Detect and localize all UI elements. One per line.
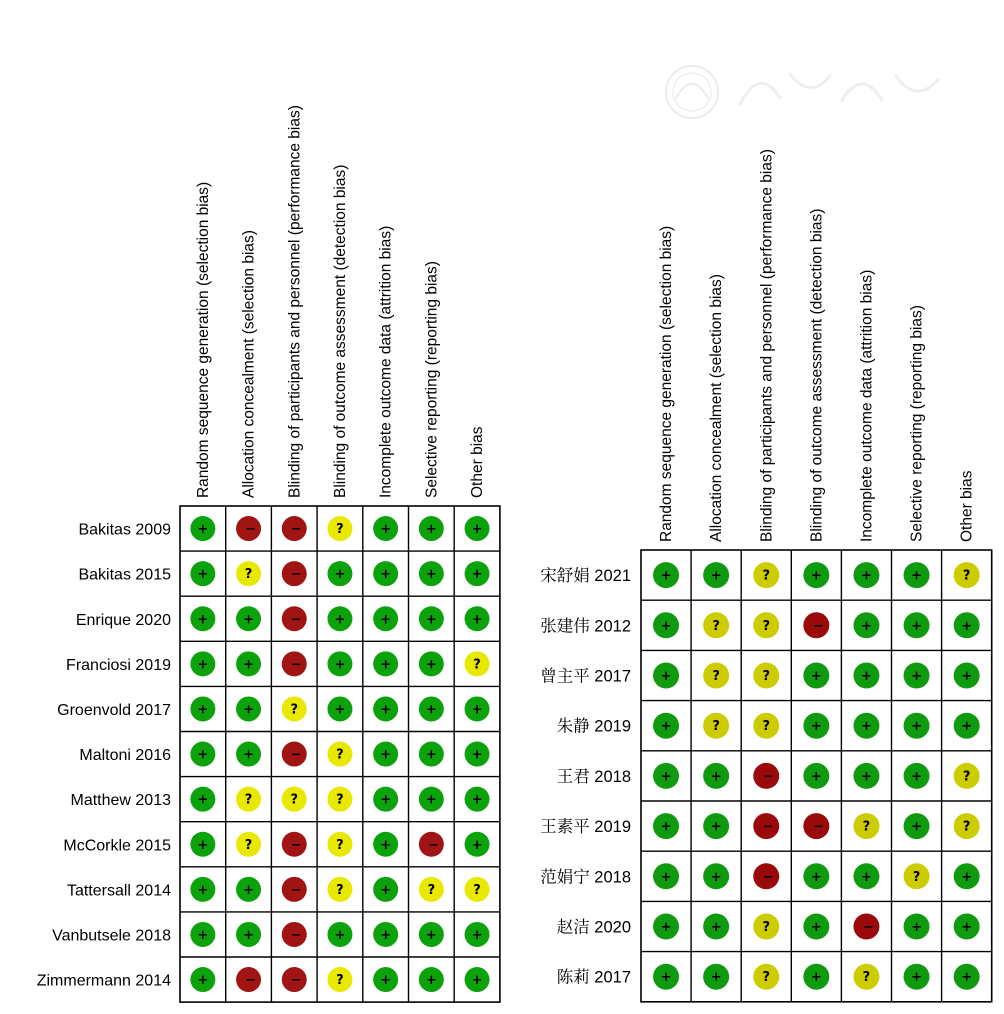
- rating-symbol-unclear: ?: [336, 747, 344, 763]
- rating-symbol-low: +: [911, 819, 923, 835]
- study-label: 赵洁 2020: [556, 918, 631, 937]
- rating-symbol-low: +: [710, 819, 722, 835]
- rating-symbol-low: +: [710, 869, 722, 885]
- column-header-incomplete-outcome-data: Incomplete outcome data (attrition bias): [858, 269, 876, 542]
- rating-symbol-low: +: [334, 702, 346, 718]
- rating-symbol-low: +: [660, 618, 672, 634]
- study-label: Franciosi 2019: [66, 656, 171, 674]
- rating-symbol-low: +: [810, 769, 822, 785]
- rating-symbol-unclear: ?: [762, 669, 771, 684]
- study-label: Vanbutsele 2018: [52, 927, 171, 945]
- rating-symbol-high: −: [812, 618, 824, 634]
- study-label: 王素平 2019: [540, 818, 631, 837]
- rating-symbol-unclear: ?: [336, 792, 344, 808]
- rating-symbol-low: +: [425, 792, 437, 808]
- rating-symbol-low: +: [471, 792, 483, 808]
- rating-symbol-low: +: [380, 702, 392, 718]
- rating-symbol-low: +: [197, 837, 209, 853]
- rating-symbol-high: −: [290, 973, 302, 989]
- study-label: Enrique 2020: [75, 611, 171, 629]
- column-header-selective-reporting: Selective reporting (reporting bias): [908, 305, 926, 542]
- rating-symbol-high: −: [762, 819, 774, 835]
- rating-symbol-low: +: [197, 792, 209, 808]
- risk-of-bias-summary-right: [540, 149, 991, 1002]
- column-header-other-bias: Other bias: [958, 470, 976, 542]
- column-header-blinding-of-outcome-assessment: Blinding of outcome assessment (detection bias): [808, 208, 826, 542]
- rating-symbol-high: −: [290, 567, 302, 583]
- study-label: Maltoni 2016: [79, 747, 171, 765]
- column-header-random-sequence-generation: Random sequence generation (selection bias): [194, 181, 212, 498]
- risk-of-bias-summary-left: [37, 105, 500, 1002]
- rating-symbol-unclear: ?: [336, 837, 344, 853]
- rating-symbol-low: +: [710, 970, 722, 986]
- study-label: McCorkle 2015: [63, 837, 171, 855]
- rating-symbol-low: +: [425, 927, 437, 943]
- rating-symbol-low: +: [471, 612, 483, 628]
- study-label: 朱静 2019: [556, 717, 631, 736]
- rating-symbol-low: +: [860, 719, 872, 735]
- rating-symbol-unclear: ?: [762, 568, 771, 584]
- study-label: Groenvold 2017: [57, 701, 171, 719]
- rating-symbol-low: +: [961, 869, 973, 885]
- study-label: 范娟宁 2018: [540, 868, 631, 887]
- rating-symbol-low: +: [197, 882, 209, 898]
- study-label: Zimmermann 2014: [36, 972, 171, 990]
- rating-symbol-low: +: [425, 567, 437, 583]
- rating-symbol-low: +: [810, 719, 822, 735]
- rating-symbol-unclear: ?: [912, 869, 921, 885]
- rating-symbol-unclear: ?: [962, 568, 971, 584]
- rating-symbol-low: +: [471, 973, 483, 989]
- rating-symbol-low: +: [810, 970, 822, 986]
- rating-symbol-unclear: ?: [762, 920, 771, 935]
- rating-symbol-low: +: [471, 522, 483, 538]
- rating-symbol-low: +: [197, 927, 209, 943]
- rating-symbol-low: +: [197, 612, 209, 628]
- rating-symbol-low: +: [334, 927, 346, 943]
- rating-symbol-low: +: [810, 869, 822, 885]
- rating-symbol-low: +: [425, 973, 437, 989]
- rating-symbol-unclear: ?: [962, 819, 971, 835]
- rating-symbol-high: −: [245, 973, 257, 989]
- rating-symbol-low: +: [911, 920, 923, 935]
- rating-symbol-low: +: [911, 769, 923, 785]
- rating-symbol-low: +: [660, 920, 672, 935]
- rating-symbol-low: +: [471, 747, 483, 763]
- rating-symbol-unclear: ?: [762, 970, 771, 986]
- rating-symbol-low: +: [243, 657, 255, 673]
- study-label: 陈莉 2017: [556, 968, 631, 987]
- rating-symbol-unclear: ?: [762, 719, 771, 735]
- rating-symbol-low: +: [197, 567, 209, 583]
- rating-symbol-low: +: [380, 792, 392, 808]
- rating-symbol-low: +: [961, 920, 973, 935]
- rating-symbol-unclear: ?: [473, 657, 481, 673]
- rating-symbol-low: +: [660, 869, 672, 885]
- rating-symbol-unclear: ?: [336, 882, 344, 898]
- rating-symbol-low: +: [860, 769, 872, 785]
- rating-symbol-low: +: [660, 719, 672, 735]
- rating-symbol-high: −: [762, 869, 774, 885]
- rating-symbol-low: +: [197, 522, 209, 538]
- rating-symbol-low: +: [660, 769, 672, 785]
- rating-symbol-low: +: [243, 882, 255, 898]
- study-label: 曾主平 2017: [540, 667, 631, 686]
- watermark-seal: [666, 66, 938, 118]
- rating-symbol-low: +: [911, 568, 923, 584]
- rating-symbol-unclear: ?: [336, 973, 344, 989]
- column-header-blinding-of-participants-and-personnel: Blinding of participants and personnel (performance bias): [286, 105, 304, 498]
- rating-symbol-low: +: [911, 618, 923, 634]
- rating-symbol-low: +: [380, 747, 392, 763]
- study-label: Bakitas 2015: [78, 566, 171, 584]
- rating-symbol-unclear: ?: [962, 769, 971, 785]
- rating-symbol-low: +: [810, 920, 822, 935]
- rating-symbol-low: +: [710, 920, 722, 935]
- column-header-blinding-of-outcome-assessment: Blinding of outcome assessment (detection bias): [331, 164, 349, 498]
- rating-symbol-high: −: [290, 522, 302, 538]
- rating-symbol-low: +: [197, 747, 209, 763]
- rating-symbol-low: +: [243, 612, 255, 628]
- study-label: Tattersall 2014: [66, 882, 171, 900]
- rating-symbol-low: +: [860, 618, 872, 634]
- rating-symbol-unclear: ?: [427, 882, 436, 898]
- rating-symbol-low: +: [197, 702, 209, 718]
- rating-symbol-high: −: [427, 837, 439, 853]
- rating-symbol-high: −: [290, 837, 302, 853]
- rating-symbol-low: +: [380, 567, 392, 583]
- rating-symbol-low: +: [660, 568, 672, 584]
- rating-symbol-low: +: [334, 567, 346, 583]
- rating-symbol-high: −: [290, 927, 302, 943]
- column-header-random-sequence-generation: Random sequence generation (selection bias): [658, 225, 676, 542]
- rating-symbol-unclear: ?: [290, 702, 299, 718]
- rating-symbol-low: +: [961, 970, 973, 986]
- rating-symbol-low: +: [860, 568, 872, 584]
- rating-symbol-unclear: ?: [290, 792, 299, 808]
- rating-symbol-high: −: [290, 882, 302, 898]
- rating-symbol-low: +: [243, 747, 255, 763]
- rating-symbol-low: +: [710, 769, 722, 785]
- rating-symbol-low: +: [334, 657, 346, 673]
- rating-symbol-low: +: [425, 747, 437, 763]
- rating-symbol-unclear: ?: [244, 567, 253, 583]
- column-header-incomplete-outcome-data: Incomplete outcome data (attrition bias): [377, 225, 395, 498]
- rating-symbol-low: +: [197, 973, 209, 989]
- rating-symbol-high: −: [812, 819, 824, 835]
- rating-symbol-low: +: [425, 657, 437, 673]
- rating-symbol-unclear: ?: [712, 618, 720, 634]
- rating-symbol-low: +: [710, 568, 722, 584]
- rating-symbol-low: +: [961, 669, 973, 684]
- study-label: 宋舒娟 2021: [540, 567, 631, 586]
- rating-symbol-low: +: [860, 669, 872, 684]
- rating-symbol-low: +: [810, 568, 822, 584]
- rating-symbol-unclear: ?: [862, 970, 871, 986]
- rating-symbol-unclear: ?: [712, 719, 720, 735]
- rating-symbol-high: −: [290, 747, 302, 763]
- rating-symbol-low: +: [380, 522, 392, 538]
- rating-symbol-low: +: [961, 719, 973, 735]
- study-label: Bakitas 2009: [78, 521, 171, 539]
- rating-symbol-unclear: ?: [336, 522, 344, 538]
- rating-symbol-high: −: [290, 612, 302, 628]
- rating-symbol-low: +: [243, 927, 255, 943]
- column-header-other-bias: Other bias: [469, 426, 487, 498]
- rating-symbol-unclear: ?: [244, 837, 253, 853]
- rating-symbol-low: +: [380, 657, 392, 673]
- rating-symbol-low: +: [197, 657, 209, 673]
- rating-symbol-low: +: [810, 669, 822, 684]
- rating-symbol-low: +: [471, 927, 483, 943]
- rating-symbol-unclear: ?: [862, 819, 871, 835]
- rating-symbol-low: +: [243, 702, 255, 718]
- rating-symbol-low: +: [961, 618, 973, 634]
- rating-symbol-high: −: [862, 920, 874, 935]
- column-header-selective-reporting: Selective reporting (reporting bias): [423, 261, 441, 498]
- rating-symbol-low: +: [911, 970, 923, 986]
- rating-symbol-low: +: [380, 837, 392, 853]
- rating-symbol-high: −: [290, 657, 302, 673]
- rating-symbol-low: +: [471, 837, 483, 853]
- rating-symbol-low: +: [380, 882, 392, 898]
- rating-symbol-low: +: [660, 819, 672, 835]
- column-header-allocation-concealment: Allocation concealment (selection bias): [240, 230, 258, 499]
- study-label: 王君 2018: [556, 767, 631, 786]
- rating-symbol-low: +: [334, 612, 346, 628]
- rating-symbol-high: −: [762, 769, 774, 785]
- rating-symbol-low: +: [660, 970, 672, 986]
- rating-symbol-low: +: [425, 702, 437, 718]
- rating-symbol-low: +: [425, 522, 437, 538]
- rating-symbol-low: +: [380, 973, 392, 989]
- rating-symbol-low: +: [471, 567, 483, 583]
- rating-symbol-high: −: [245, 522, 257, 538]
- rating-symbol-low: +: [911, 719, 923, 735]
- rating-symbol-low: +: [380, 927, 392, 943]
- rating-symbol-unclear: ?: [762, 618, 771, 634]
- rating-symbol-low: +: [660, 669, 672, 684]
- rating-symbol-low: +: [425, 612, 437, 628]
- rating-symbol-low: +: [860, 869, 872, 885]
- rating-symbol-unclear: ?: [244, 792, 253, 808]
- study-label: 张建伟 2012: [540, 617, 631, 636]
- rating-symbol-low: +: [380, 612, 392, 628]
- column-header-blinding-of-participants-and-personnel: Blinding of participants and personnel (performance bias): [758, 149, 776, 542]
- rating-symbol-low: +: [471, 702, 483, 718]
- study-label: Matthew 2013: [70, 792, 171, 810]
- rating-symbol-unclear: ?: [473, 882, 481, 898]
- column-header-allocation-concealment: Allocation concealment (selection bias): [708, 274, 726, 542]
- rating-symbol-unclear: ?: [712, 669, 720, 684]
- rating-symbol-low: +: [911, 669, 923, 684]
